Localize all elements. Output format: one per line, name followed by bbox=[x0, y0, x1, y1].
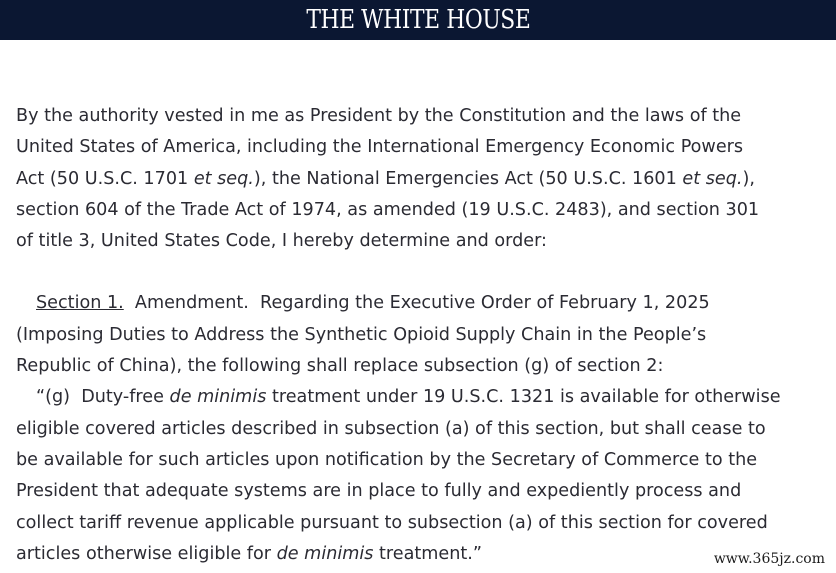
site-title[interactable]: THE WHITE HOUSE bbox=[305, 5, 531, 35]
subsection-g-line-5: collect tariff revenue applicable pursuant to subsection (a) of this section for covered bbox=[16, 512, 768, 533]
section-1-line-1: Amendment. Regarding the Executive Order of February 1, 2025 bbox=[123, 293, 710, 314]
section-1-line-3: Republic of China), the following shall replace subsection (g) of section 2: bbox=[16, 356, 664, 377]
intro-line-2: United States of America, including the International Emergency Economic Powers bbox=[16, 137, 744, 158]
subsection-g-de-minimis-1: de minimis bbox=[169, 387, 267, 408]
intro-paragraph bbox=[16, 101, 816, 257]
intro-line-4: section 604 of the Trade Act of 1974, as amended (19 U.S.C. 2483), and section 301 bbox=[16, 199, 760, 220]
section-1-line-2: (Imposing Duties to Address the Synthetic Opioid Supply Chain in the People’s bbox=[16, 324, 707, 345]
subsection-g-line-6-c: treatment.” bbox=[373, 543, 482, 564]
intro-line-3-et-seq-2: et seq. bbox=[682, 168, 743, 189]
intro-line-3-a: Act (50 U.S.C. 1701 bbox=[16, 168, 194, 189]
site-header bbox=[0, 0, 836, 40]
intro-line-5: of title 3, United States Code, I hereby determine and order: bbox=[16, 231, 547, 252]
subsection-g-line-1-c: treatment under 19 U.S.C. 1321 is available for otherwise bbox=[266, 387, 781, 408]
subsection-g-paragraph bbox=[16, 382, 816, 570]
subsection-g-line-3: be available for such articles upon notification by the Secretary of Commerce to the bbox=[16, 449, 758, 470]
intro-line-3-c: ), the National Emergencies Act (50 U.S.C. 1601 bbox=[253, 168, 683, 189]
watermark: www.365jz.com bbox=[711, 551, 828, 567]
intro-line-3-e: ), bbox=[742, 168, 755, 189]
subsection-g-line-1-a: “(g) Duty-free bbox=[36, 387, 170, 408]
subsection-g-line-2: eligible covered articles described in subsection (a) of this section, but shall cease to bbox=[16, 418, 766, 439]
subsection-g-line-6-a: articles otherwise eligible for bbox=[16, 543, 277, 564]
subsection-g-de-minimis-2: de minimis bbox=[276, 543, 374, 564]
intro-line-3-et-seq-1: et seq. bbox=[193, 168, 254, 189]
subsection-g-line-4: President that adequate systems are in place to fully and expediently process and bbox=[16, 481, 742, 502]
section-1-label: Section 1. bbox=[36, 293, 124, 314]
document-body bbox=[16, 101, 816, 570]
section-1-paragraph bbox=[16, 288, 816, 382]
intro-line-1: By the authority vested in me as President by the Constitution and the laws of the bbox=[16, 106, 742, 126]
